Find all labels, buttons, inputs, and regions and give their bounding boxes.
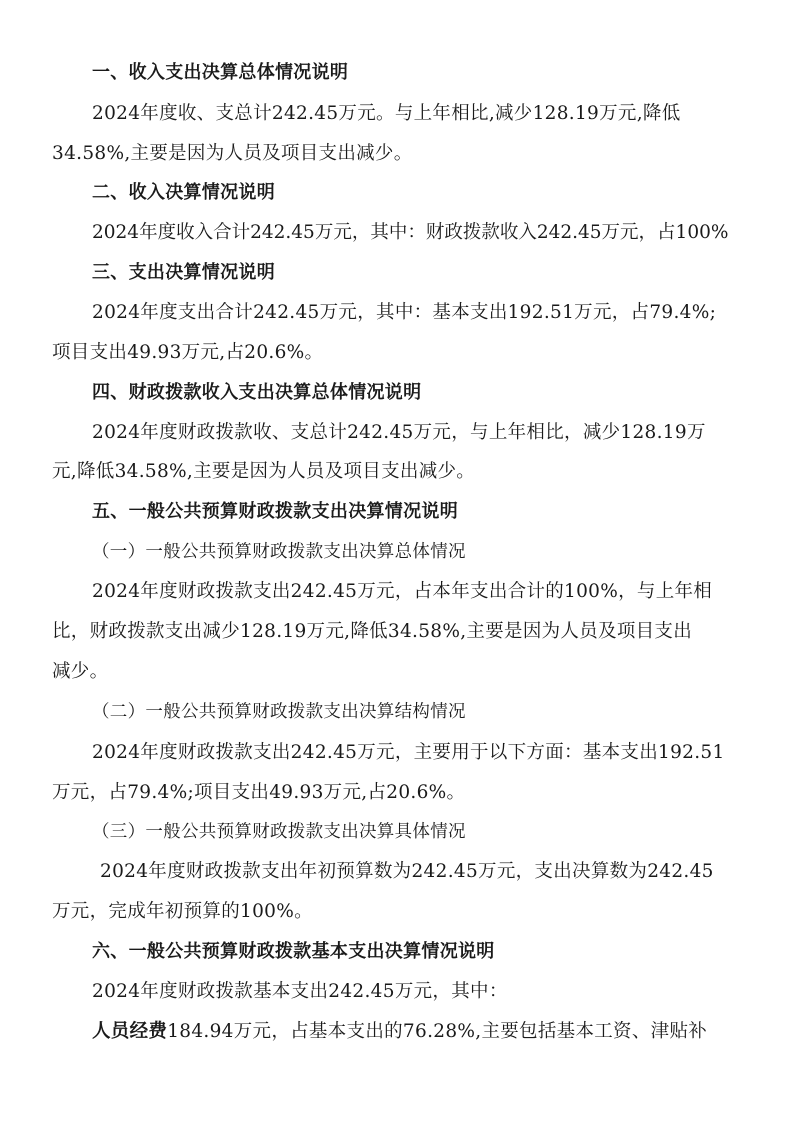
paragraph-line: 2024年度支出合计242.45万元，其中：基本支出192.51万元，占79.4%;	[92, 302, 717, 323]
paragraph-line: 2024年度收、支总计242.45万元。与上年相比,减少128.19万元,降低	[92, 103, 681, 124]
heading-basic-expense: 六、一般公共预算财政拨款基本支出决算情况说明	[92, 941, 495, 962]
personnel-cost-label: 人员经费	[92, 1021, 168, 1042]
paragraph-line: 减少。	[52, 661, 109, 682]
personnel-cost-text: 184.94万元，占基本支出的76.28%,主要包括基本工资、津贴补	[167, 1021, 708, 1042]
paragraph-line: 项目支出49.93万元,占20.6%。	[52, 342, 324, 363]
paragraph-line: 2024年度财政拨款收、支总计242.45万元，与上年相比，减少128.19万	[92, 422, 706, 443]
heading-fiscal-overview: 四、财政拨款收入支出决算总体情况说明	[92, 382, 422, 403]
heading-expense: 三、支出决算情况说明	[92, 262, 275, 283]
paragraph-line: 2024年度财政拨款支出242.45万元，主要用于以下方面：基本支出192.51	[92, 742, 725, 763]
heading-income: 二、收入决算情况说明	[92, 182, 275, 203]
heading-general-budget-expense: 五、一般公共预算财政拨款支出决算情况说明	[92, 501, 458, 522]
paragraph-line: 元,降低34.58%,主要是因为人员及项目支出减少。	[52, 461, 476, 482]
paragraph-line: 万元，完成年初预算的100%。	[52, 901, 313, 922]
heading-income-expense-overview: 一、收入支出决算总体情况说明	[92, 62, 349, 83]
paragraph-line: 2024年度财政拨款支出年初预算数为242.45万元，支出决算数为242.45	[100, 861, 714, 882]
paragraph-line: 2024年度收入合计242.45万元，其中：财政拨款收入242.45万元，占100%	[92, 222, 729, 243]
paragraph-line: 34.58%,主要是因为人员及项目支出减少。	[52, 143, 413, 164]
subheading-structure: （二）一般公共预算财政拨款支出决算结构情况	[92, 702, 466, 722]
paragraph-line: 万元，占79.4%;项目支出49.93万元,占20.6%。	[52, 782, 466, 803]
paragraph-line: 比，财政拨款支出减少128.19万元,降低34.58%,主要是因为人员及项目支出	[52, 621, 693, 642]
paragraph-line: 2024年度财政拨款支出242.45万元，占本年支出合计的100%，与上年相	[92, 581, 713, 602]
subheading-overall: （一）一般公共预算财政拨款支出决算总体情况	[92, 542, 466, 562]
subheading-details: （三）一般公共预算财政拨款支出决算具体情况	[92, 822, 466, 842]
paragraph-line: 2024年度财政拨款基本支出242.45万元，其中：	[92, 981, 508, 1002]
paragraph-line-personnel	[92, 1017, 707, 1047]
